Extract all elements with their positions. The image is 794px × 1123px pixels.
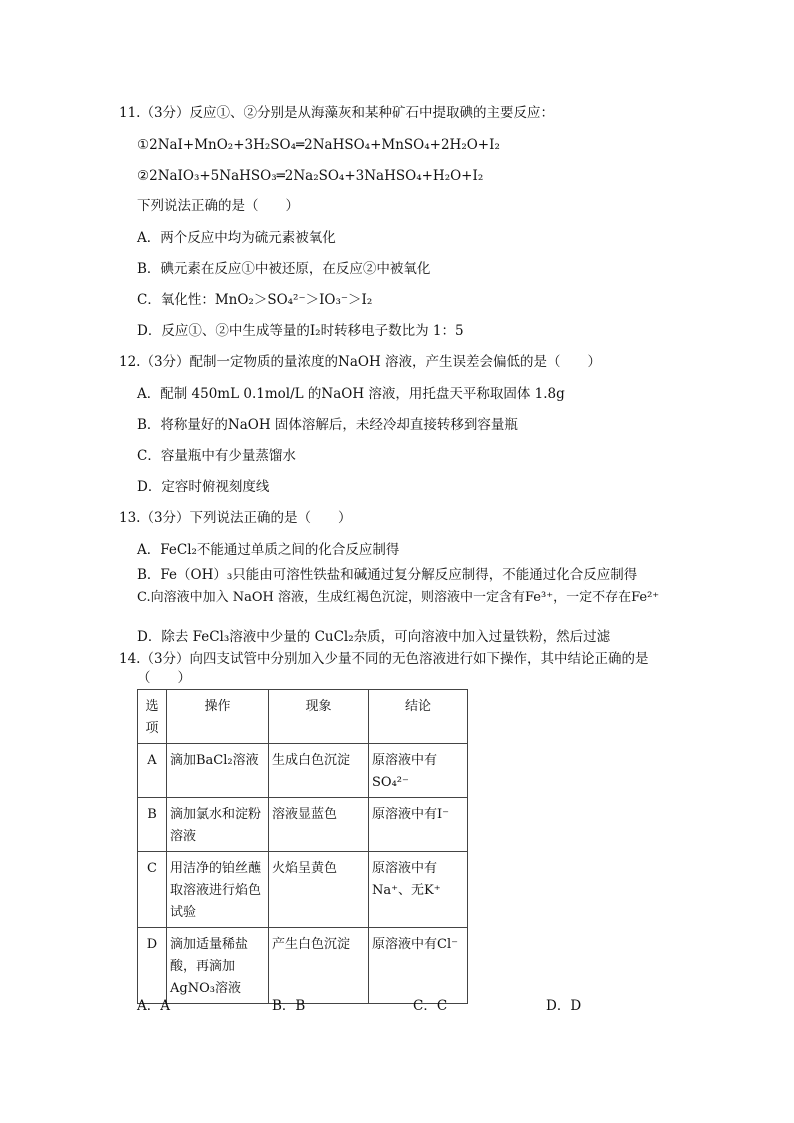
header-conclusion: 结论 <box>369 690 468 744</box>
row-operation: 用洁净的铂丝蘸取溶液进行焰色试验 <box>167 852 269 928</box>
row-conclusion: 原溶液中有Cl⁻ <box>369 928 468 1004</box>
row-phenomenon: 溶液显蓝色 <box>269 798 369 852</box>
q13-option-b: B．Fe（OH）₃只能由可溶性铁盐和碱通过复分解反应制得，不能通过化合反应制得 <box>137 567 638 583</box>
row-phenomenon: 生成白色沉淀 <box>269 744 369 798</box>
q11-stem: 11.（3分）反应①、②分别是从海藻灰和某种矿石中提取碘的主要反应： <box>119 105 555 121</box>
q11-option-b: B．碘元素在反应①中被还原，在反应②中被氧化 <box>137 261 431 277</box>
q12-option-c: C．容量瓶中有少量蒸馏水 <box>137 448 296 464</box>
q14-choice-b: B．B <box>272 998 306 1014</box>
q14-choice-a: A．A <box>137 998 170 1014</box>
table-row <box>138 798 468 852</box>
q13-option-a: A．FeCl₂不能通过单质之间的化合反应制得 <box>137 542 400 558</box>
row-phenomenon: 火焰呈黄色 <box>269 852 369 928</box>
row-operation: 滴加适量稀盐酸，再滴加AgNO₃溶液 <box>167 928 269 1004</box>
table-row <box>138 928 468 1004</box>
q11-option-d: D．反应①、②中生成等量的I₂时转移电子数比为 1：5 <box>137 323 464 339</box>
q13-option-d: D．除去 FeCl₃溶液中少量的 CuCl₂杂质，可向溶液中加入过量铁粉，然后过滤 <box>137 629 611 645</box>
header-operation: 操作 <box>167 690 269 744</box>
row-conclusion: 原溶液中有I⁻ <box>369 798 468 852</box>
header-phenomenon: 现象 <box>269 690 369 744</box>
q14-stem: 14.（3分）向四支试管中分别加入少量不同的无色溶液进行如下操作，其中结论正确的是 <box>119 651 649 667</box>
table-row <box>138 852 468 928</box>
q14-choice-c: C．C <box>413 998 448 1014</box>
q13-option-c: C.向溶液中加入 NaOH 溶液，生成红褐色沉淀，则溶液中一定含有Fe³⁺，一定不存在Fe²⁺ <box>137 590 660 605</box>
q12-option-a: A．配制 450mL 0.1mol/L 的NaOH 溶液，用托盘天平称取固体 1.8g <box>137 386 565 402</box>
q14-choice-d: D．D <box>546 998 582 1014</box>
table-row <box>138 744 468 798</box>
q11-prompt: 下列说法正确的是（ ） <box>137 198 299 214</box>
q11-option-c: C．氧化性：MnO₂＞SO₄²⁻＞IO₃⁻＞I₂ <box>137 292 373 308</box>
row-option: C <box>138 852 167 928</box>
row-operation: 滴加BaCl₂溶液 <box>167 744 269 798</box>
row-conclusion: 原溶液中有Na⁺、无K⁺ <box>369 852 468 928</box>
row-option: D <box>138 928 167 1004</box>
q11-option-a: A．两个反应中均为硫元素被氧化 <box>137 230 336 246</box>
row-option: A <box>138 744 167 798</box>
q14-stem-continued: （ ） <box>137 670 191 686</box>
q14-table <box>137 689 468 1004</box>
table-header-row <box>138 690 468 744</box>
q11-equation-1: ①2NaI+MnO₂+3H₂SO₄═2NaHSO₄+MnSO₄+2H₂O+I₂ <box>137 137 500 153</box>
q12-stem: 12.（3分）配制一定物质的量浓度的NaOH 溶液，产生误差会偏低的是（ ） <box>119 354 602 370</box>
q12-option-d: D．定容时俯视刻度线 <box>137 479 270 495</box>
q13-stem: 13.（3分）下列说法正确的是（ ） <box>119 510 352 526</box>
q11-equation-2: ②2NaIO₃+5NaHSO₃═2Na₂SO₄+3NaHSO₄+H₂O+I₂ <box>137 168 484 184</box>
row-option: B <box>138 798 167 852</box>
q12-option-b: B．将称量好的NaOH 固体溶解后，未经冷却直接转移到容量瓶 <box>137 417 518 433</box>
header-option: 选项 <box>138 690 167 744</box>
row-phenomenon: 产生白色沉淀 <box>269 928 369 1004</box>
row-operation: 滴加氯水和淀粉溶液 <box>167 798 269 852</box>
row-conclusion: 原溶液中有SO₄²⁻ <box>369 744 468 798</box>
